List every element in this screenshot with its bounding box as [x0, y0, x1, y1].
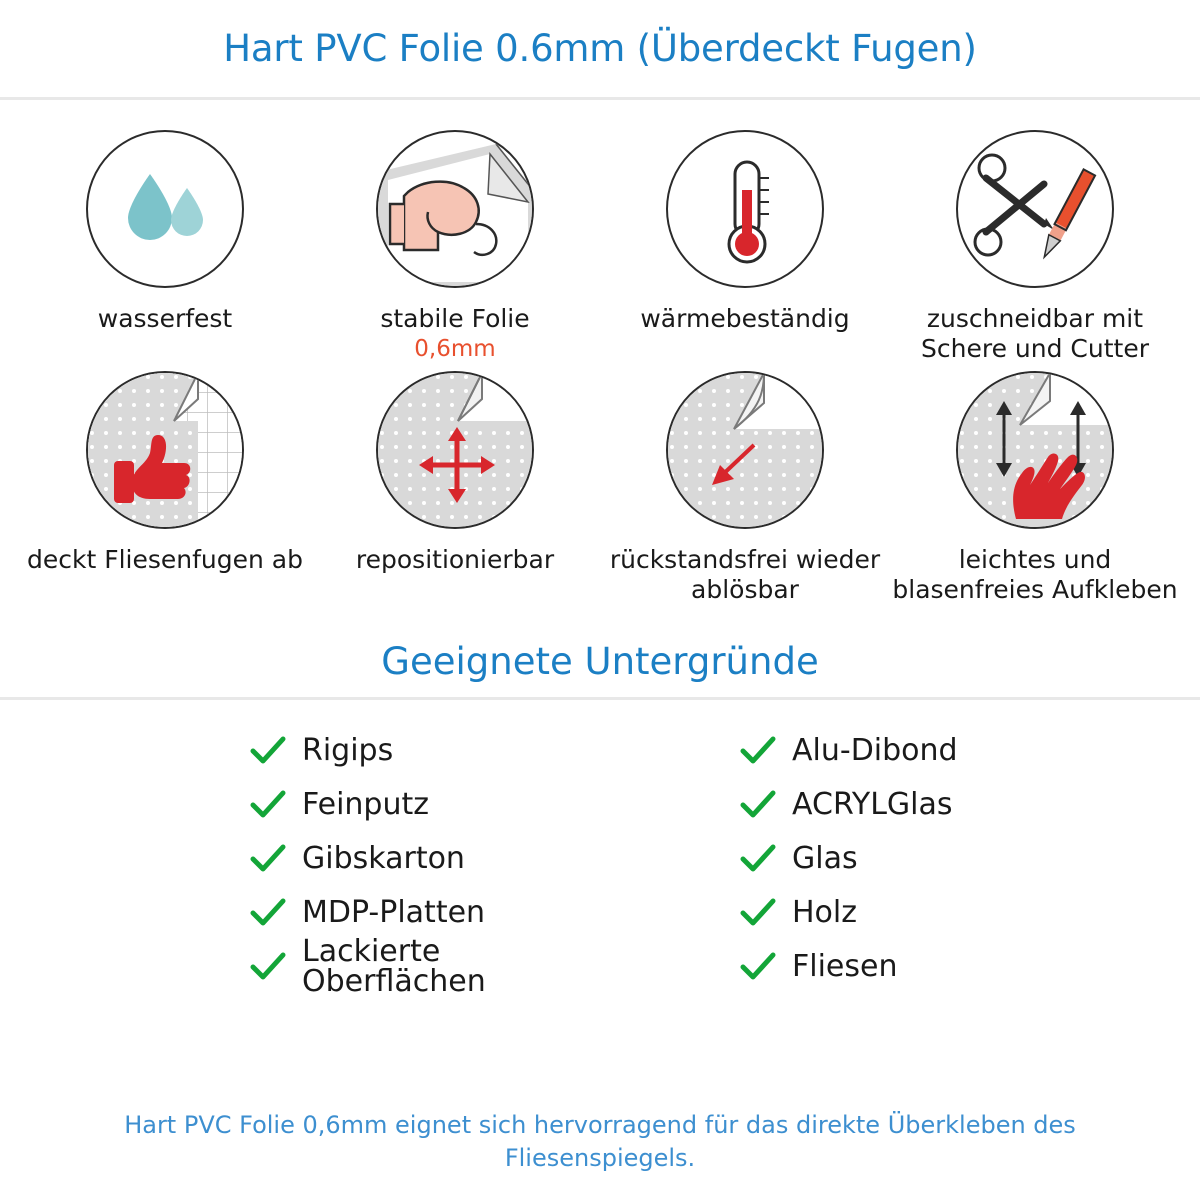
thumbs-up-tiles-icon [88, 373, 244, 529]
check-icon [740, 790, 776, 820]
check-icon [250, 844, 286, 874]
check-icon [740, 898, 776, 928]
list-item-label: MDP-Platten [302, 895, 486, 930]
list-item-label: Holz [792, 895, 857, 930]
feature-item [890, 130, 1180, 365]
page-title: Hart PVC Folie 0.6mm (Überdeckt Fugen) [223, 27, 977, 70]
footer-note: Hart PVC Folie 0,6mm eignet sich hervorragend für das direkte Überkleben des Fliesenspiegels. [124, 1111, 1076, 1172]
feature-icon-circle [666, 371, 824, 529]
feature-item [20, 371, 310, 606]
feature-icon-circle [666, 130, 824, 288]
feature-label: leichtes und blasenfreies Aufkleben [892, 545, 1178, 604]
section-title: Geeignete Untergründe [381, 640, 819, 683]
flexed-bicep-icon [378, 132, 534, 288]
check-icon [250, 790, 286, 820]
feature-label: wärmebeständig [640, 304, 850, 333]
list-item-label: Feinputz [302, 787, 429, 822]
feature-item [310, 130, 600, 365]
list-item [740, 782, 1050, 828]
list-item [250, 934, 620, 999]
list-item [740, 836, 1050, 882]
feature-label: wasserfest [97, 304, 233, 333]
list-item [250, 728, 620, 774]
feature-sublabel: 0,6mm [414, 335, 496, 362]
list-item [250, 890, 620, 936]
list-item-label: Fliesen [792, 949, 898, 984]
water-drops-icon [88, 132, 244, 288]
list-item-label: Gibskarton [302, 841, 465, 876]
feature-icon-circle [956, 130, 1114, 288]
feature-label: rückstandsfrei wieder ablösbar [609, 545, 881, 604]
surfaces-lists [0, 700, 1200, 998]
list-item [740, 944, 1050, 990]
header [0, 0, 1200, 100]
feature-item [890, 371, 1180, 606]
feature-grid [0, 100, 1200, 606]
check-icon [250, 736, 286, 766]
list-item-label: Lackierte Oberflächen [302, 934, 486, 999]
check-icon [740, 844, 776, 874]
list-item [250, 782, 620, 828]
feature-item [600, 130, 890, 365]
surfaces-column-right [620, 728, 1050, 998]
feature-icon-circle [86, 371, 244, 529]
list-item [250, 836, 620, 882]
hand-smoothing-icon [958, 373, 1114, 529]
feature-item [600, 371, 890, 606]
feature-item [20, 130, 310, 365]
peel-arrow-icon [668, 373, 824, 529]
list-item-label: Alu-Dibond [792, 733, 958, 768]
surfaces-column-left [150, 728, 620, 998]
list-item-label: Glas [792, 841, 858, 876]
feature-icon-circle [956, 371, 1114, 529]
move-arrows-icon [378, 373, 534, 529]
feature-label: repositionierbar [355, 545, 555, 574]
list-item-label: Rigips [302, 733, 394, 768]
check-icon [740, 952, 776, 982]
list-item-label: ACRYLGlas [792, 787, 953, 822]
list-item [740, 728, 1050, 774]
feature-label: stabile Folie [380, 304, 530, 333]
feature-label: deckt Fliesenfugen ab [26, 545, 303, 574]
feature-icon-circle [86, 130, 244, 288]
feature-icon-circle [376, 371, 534, 529]
check-icon [250, 952, 286, 982]
feature-label: zuschneidbar mit Schere und Cutter [921, 304, 1149, 363]
scissors-cutter-icon [958, 132, 1114, 288]
check-icon [740, 736, 776, 766]
feature-item [310, 371, 600, 606]
check-icon [250, 898, 286, 928]
list-item [740, 890, 1050, 936]
thermometer-icon [668, 132, 824, 288]
section-header [0, 640, 1200, 700]
feature-icon-circle [376, 130, 534, 288]
